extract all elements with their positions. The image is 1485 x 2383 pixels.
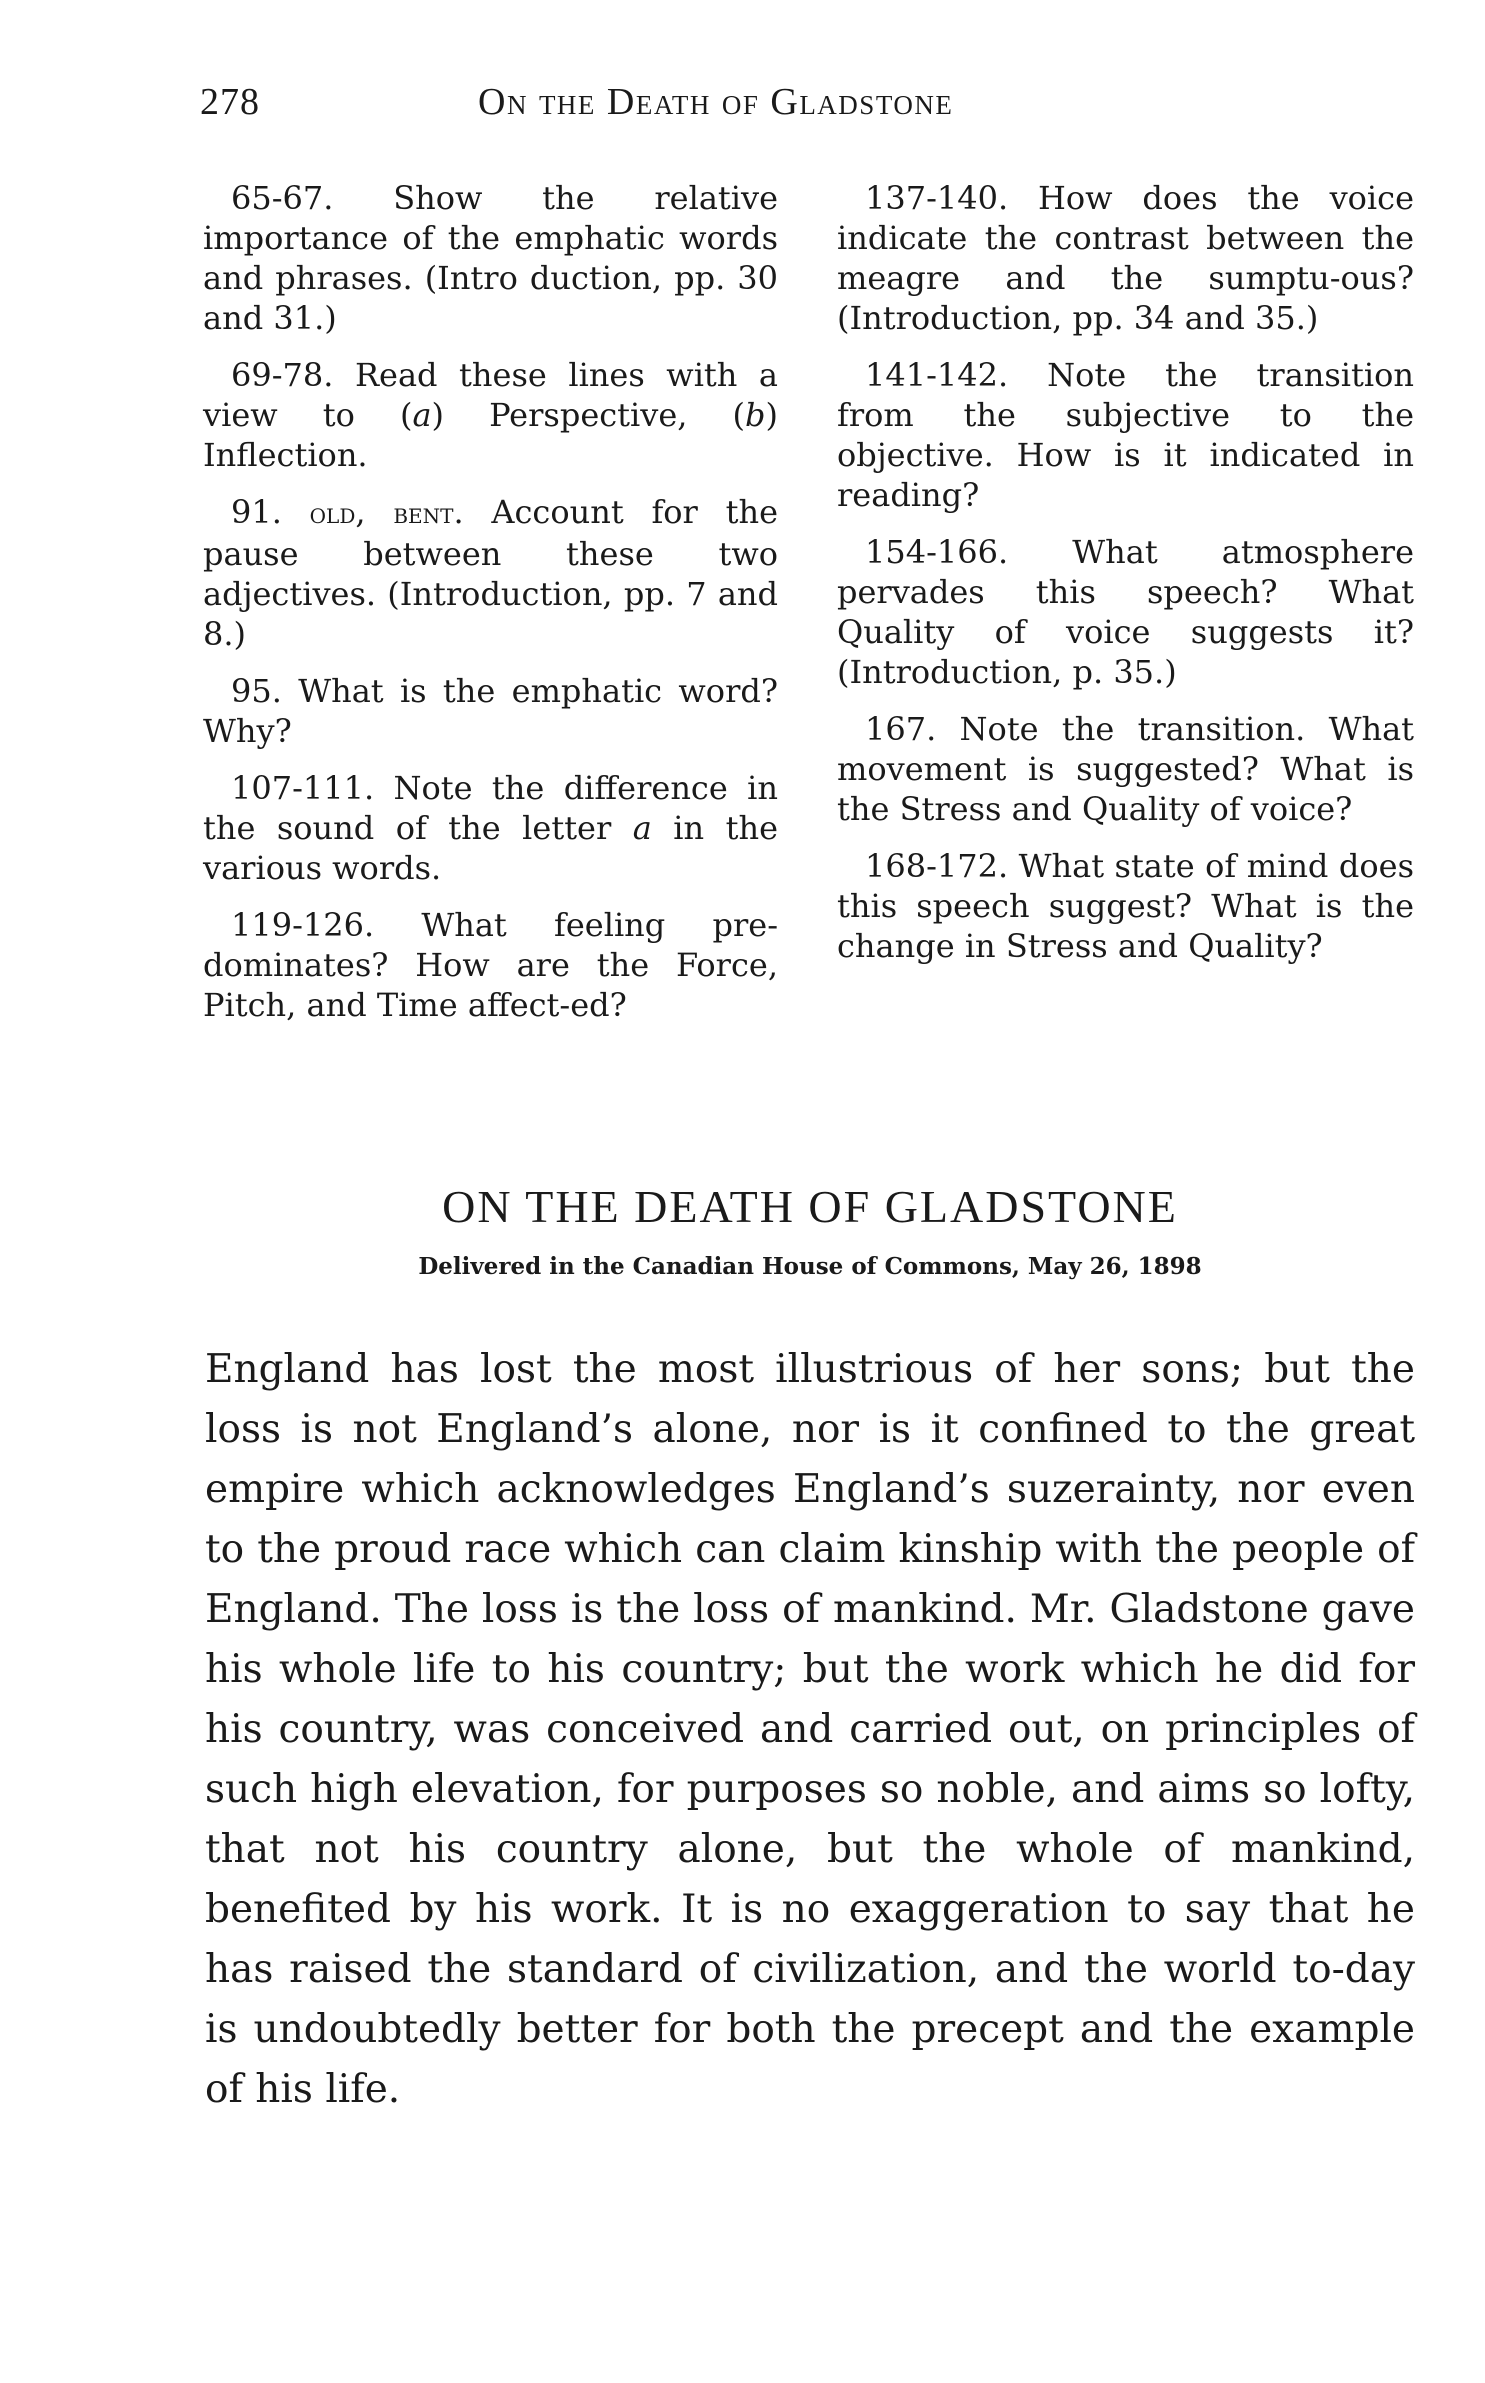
notes-column-right: [837, 178, 1414, 983]
note-154-166: [837, 532, 1414, 692]
running-title: On the Death of Gladstone: [478, 81, 954, 123]
page-number: 278: [200, 81, 260, 123]
note-text: 154-166. What atmosphere pervades this speech? What Quality of voice suggests it? (Introduction, p. 35.): [837, 533, 1414, 691]
notes-column-left: [203, 178, 778, 1042]
note-text: 65-67. Show the relative importance of the emphatic words and phrases. (Intro duction, pp. 30 and 31.): [203, 179, 778, 337]
speech-body: England has lost the most illustrious of her sons; but the loss is not England’s alone, nor is it confined to the great empire which acknowledges England’s suzerainty, nor even to the proud race which can claim kinship with the people of England. The loss is the loss of mankind. Mr. Gladstone gave his whole life to his country; but the work which he did for his country, was conceived and carried out, on principles of such high elevation, for purposes so noble, and aims so lofty, that not his country alone, but the whole of mankind, benefited by his work. It is no exaggeration to say that he has raised the standard of civilization, and the world to-day is undoubtedly better for both the precept and the example of his life.: [205, 1347, 1415, 2112]
note-69-78: [203, 355, 778, 475]
note-107-111: [203, 768, 778, 888]
note-text: 107-111. Note the difference in the sound of the letter: [203, 769, 778, 847]
speech-title: ON THE DEATH OF GLADSTONE: [442, 1181, 1178, 1232]
note-text: 95. What is the emphatic word? Why?: [203, 672, 778, 750]
note-text: . Account for the pause between these two adjectives. (Introduction, pp. 7 and 8.): [203, 493, 779, 653]
note-text: 91.: [231, 493, 310, 531]
note-italic-b: b: [745, 396, 766, 434]
note-small-caps-old: old: [309, 497, 356, 530]
note-65-67: [203, 178, 778, 338]
note-137-140: [837, 178, 1414, 338]
speech-subtitle: Delivered in the Canadian House of Commons, May 26, 1898: [418, 1253, 1202, 1280]
note-italic-letter: a: [632, 809, 652, 847]
note-text: 141-142. Note the transition from the subjective to the objective. How is it indicated in reading?: [837, 356, 1414, 514]
note-text: 167. Note the transition. What movement is suggested? What is the Stress and Quality of voice?: [837, 710, 1414, 828]
page-header: [200, 80, 1160, 140]
note-text: ,: [355, 493, 394, 531]
note-text: ) Inflection.: [203, 396, 779, 474]
note-text: 168-172. What state of mind does this speech suggest? What is the change in Stress and Quality?: [837, 847, 1414, 965]
note-text: in the various words.: [203, 809, 779, 887]
note-167: [837, 709, 1414, 829]
note-119-126: [203, 905, 778, 1025]
note-text: 69-78. Read these lines with a view to (: [203, 356, 778, 434]
note-168-172: [837, 846, 1414, 966]
note-text: 137-140. How does the voice indicate the contrast between the meagre and the sumptu-ous? (Introduction, pp. 34 and 35.): [837, 179, 1414, 337]
note-91: [203, 492, 778, 654]
note-text: 119-126. What feeling pre-dominates? How are the Force, Pitch, and Time affect-ed?: [203, 906, 778, 1024]
note-95: [203, 671, 778, 751]
note-small-caps-bent: bent: [393, 497, 454, 530]
note-text: ) Perspective, (: [431, 396, 746, 434]
note-italic-a: a: [412, 396, 432, 434]
note-141-142: [837, 355, 1414, 515]
